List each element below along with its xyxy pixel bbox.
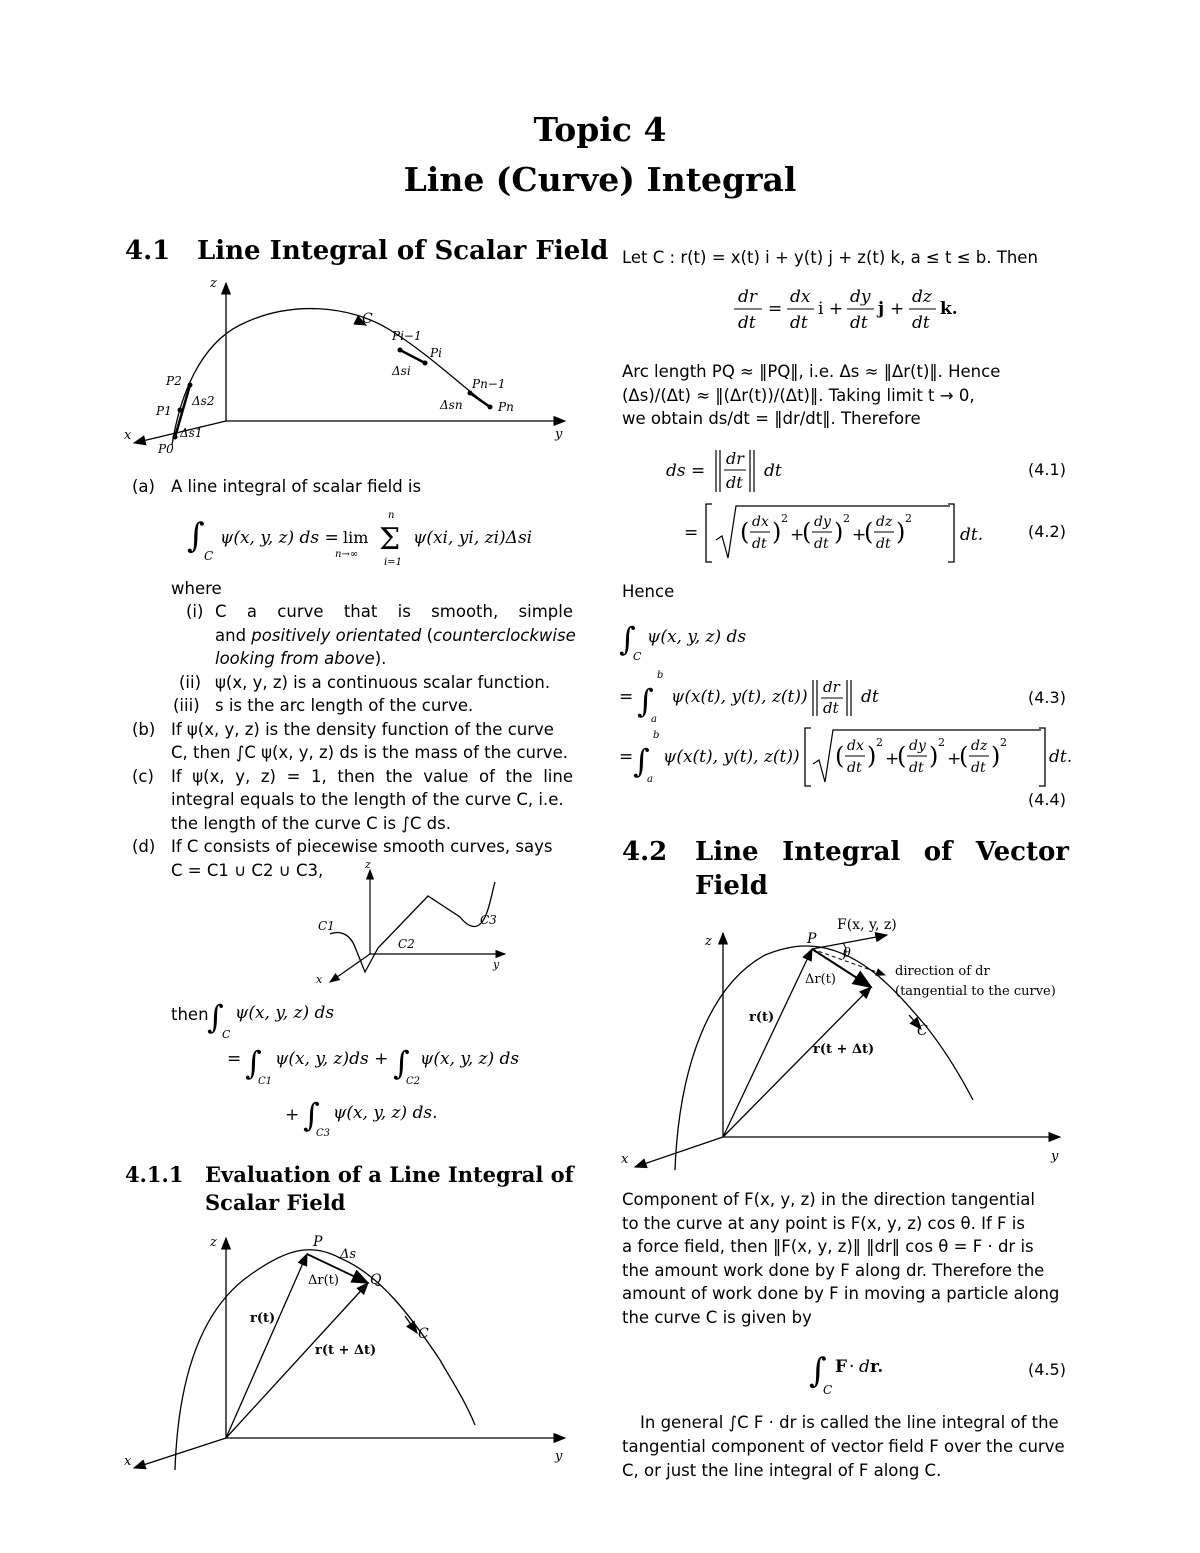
curve-label-c1: C1	[318, 919, 335, 933]
label-pi-1: Pi−1	[392, 329, 422, 343]
svg-text:): )	[991, 742, 1001, 770]
equation-line-integral-definition	[185, 505, 585, 570]
section-title-4-2: Line Integral of Vector	[695, 837, 1069, 867]
svg-text:∫: ∫	[809, 1351, 827, 1391]
svg-text:+: +	[885, 749, 900, 769]
then-label: then	[171, 1005, 209, 1024]
label-p0: P0	[158, 442, 174, 456]
label-r-t-dt: r(t + Δt)	[813, 1042, 875, 1057]
axis-label-z: z	[365, 862, 371, 871]
subsection-title-4-1-1: Evaluation of a Line Integral of	[205, 1162, 574, 1187]
point-pi-1	[398, 348, 403, 353]
where-label: where	[171, 579, 222, 598]
item-c-label: (c)	[132, 767, 154, 786]
svg-text:2: 2	[781, 512, 788, 525]
label-pn: Pn	[498, 400, 514, 414]
svg-text:dz: dz	[912, 287, 932, 307]
item-c-text1: If ψ(x, y, z) = 1, then the value of the line	[171, 767, 573, 786]
component-line4: the amount work done by F along dr. Therefore the	[622, 1261, 1045, 1280]
label-delta-s1: Δs1	[180, 426, 203, 440]
figure-piecewise-curve	[310, 862, 520, 987]
label-delta-r: Δr(t)	[308, 1273, 339, 1288]
svg-text:·: ·	[849, 1357, 855, 1377]
svg-text:∫: ∫	[187, 516, 205, 556]
svg-text:ψ(x, y, z) ds =: ψ(x, y, z) ds =	[220, 528, 339, 548]
equation-number-4-3: (4.3)	[1028, 688, 1066, 707]
svg-text:dt: dt	[847, 760, 862, 776]
section-number-4-2: 4.2	[622, 837, 668, 867]
point-p1	[178, 408, 183, 413]
arc-length-line1: Arc length PQ ≈ ‖PQ‖, i.e. Δs ≈ ‖Δr(t)‖. Hence	[622, 362, 1001, 381]
component-line3: a force field, then ‖F(x, y, z)‖ ‖dr‖ cos θ = F · dr is	[622, 1237, 1034, 1256]
svg-text:=: =	[619, 687, 634, 707]
vector-r-t	[226, 1254, 307, 1438]
svg-text:): )	[929, 742, 939, 770]
curve-label-c: C	[418, 1326, 429, 1342]
svg-text:dr: dr	[738, 287, 758, 307]
axis-label-x: x	[124, 428, 132, 443]
svg-text:C: C	[633, 650, 642, 663]
curve-label-c2: C2	[398, 937, 415, 951]
svg-text:r.: r.	[870, 1357, 884, 1377]
svg-text:k.: k.	[940, 299, 958, 319]
svg-text:n: n	[388, 510, 395, 521]
chord-segment	[470, 393, 490, 407]
svg-text:ψ(x, y, z) ds: ψ(x, y, z) ds	[235, 1003, 335, 1023]
svg-text:dx: dx	[847, 738, 864, 754]
label-delta-si: Δsi	[392, 364, 411, 378]
svg-text:∫: ∫	[637, 682, 654, 720]
svg-text:dt: dt	[876, 536, 891, 552]
item-c-text3: the length of the curve C is ∫C ds.	[171, 814, 451, 833]
svg-text:=: =	[619, 747, 634, 767]
label-direction-of-dr: direction of dr	[895, 964, 990, 979]
axis-label-z: z	[210, 276, 217, 291]
svg-text:dy: dy	[909, 738, 926, 754]
figure-partitioned-curve	[120, 275, 580, 465]
svg-text:dt: dt	[823, 699, 839, 717]
point-label-q: Q	[370, 1272, 382, 1288]
label-pn-1: Pn−1	[472, 377, 506, 391]
svg-text:dr: dr	[823, 678, 840, 696]
svg-text:dt: dt	[752, 536, 767, 552]
label-p2: P2	[166, 374, 182, 388]
item-i-label: (i)	[186, 602, 204, 621]
equation-ds	[660, 440, 1000, 570]
svg-text:C3: C3	[316, 1128, 331, 1139]
point-label-p: P	[807, 931, 817, 947]
label-pi: Pi	[430, 346, 442, 360]
curve-label-c: C	[917, 1023, 928, 1039]
svg-text:): )	[772, 518, 782, 546]
component-line1: Component of F(x, y, z) in the direction tangential	[622, 1190, 1035, 1209]
item-b-text2: C, then ∫C ψ(x, y, z) ds is the mass of the curve.	[171, 743, 568, 762]
axis-label-z: z	[705, 934, 712, 949]
svg-text:dt: dt	[912, 313, 930, 333]
svg-text:dt: dt	[850, 313, 868, 333]
item-b-label: (b)	[132, 720, 156, 739]
svg-text:C: C	[823, 1383, 833, 1397]
figure-vector-field-line-integral	[615, 905, 1085, 1175]
point-pn-1	[468, 391, 473, 396]
item-a-label: (a)	[132, 477, 155, 496]
curve-label-c3: C3	[480, 913, 497, 927]
equation-dr-dt	[730, 280, 990, 340]
svg-text:∫: ∫	[207, 998, 224, 1036]
label-r-t: r(t)	[250, 1311, 276, 1326]
label-delta-s: Δs	[340, 1247, 357, 1262]
svg-text:∫: ∫	[303, 1096, 320, 1134]
svg-text:C1: C1	[258, 1076, 273, 1087]
equation-number-4-4: (4.4)	[1028, 790, 1066, 809]
axis-label-x: x	[621, 1152, 629, 1167]
item-i-text3: looking from above).	[215, 649, 387, 668]
svg-text:dy: dy	[814, 514, 831, 530]
curve-c	[172, 309, 490, 445]
svg-text:+: +	[790, 525, 805, 545]
label-r-t: r(t)	[749, 1010, 775, 1025]
arc-length-line2: (Δs)/(Δt) ≈ ‖(Δr(t))/(Δt)‖. Taking limit t → 0,	[622, 386, 975, 405]
svg-text:∫: ∫	[393, 1044, 410, 1082]
axis-label-y: y	[493, 958, 500, 971]
svg-text:2: 2	[876, 736, 883, 749]
axis-label-x: x	[124, 1454, 132, 1469]
equation-number-4-1: (4.1)	[1028, 460, 1066, 479]
svg-text:j: j	[878, 299, 885, 319]
svg-text:∫: ∫	[245, 1044, 262, 1082]
general-line3: C, or just the line integral of F along C.	[622, 1461, 942, 1480]
svg-text:C: C	[204, 549, 214, 563]
svg-text:ψ(x, y, z)ds +: ψ(x, y, z)ds +	[275, 1049, 389, 1069]
svg-text:dy: dy	[850, 287, 871, 307]
svg-text:dt: dt	[738, 313, 756, 333]
point-pn	[488, 405, 493, 410]
section-title-4-2-cont: Field	[695, 871, 768, 901]
svg-text:dx: dx	[790, 287, 811, 307]
svg-text:ψ(x(t), y(t), z(t)): ψ(x(t), y(t), z(t))	[671, 687, 808, 707]
svg-text:dt: dt	[909, 760, 924, 776]
svg-text:d: d	[859, 1357, 870, 1377]
component-line6: the curve C is given by	[622, 1308, 812, 1327]
axis-label-y: y	[1051, 1149, 1059, 1164]
page-title-topic: Topic 4	[533, 110, 667, 149]
svg-text:+: +	[947, 749, 962, 769]
axis-label-y: y	[555, 427, 563, 442]
svg-text:dz: dz	[971, 738, 988, 754]
svg-text:(: (	[740, 518, 750, 546]
label-delta-sn: Δsn	[440, 398, 463, 412]
equation-number-4-2: (4.2)	[1028, 522, 1066, 541]
svg-text:C: C	[222, 1028, 231, 1041]
svg-text:): )	[834, 518, 844, 546]
svg-text:a: a	[651, 714, 657, 725]
label-f-xyz: F(x, y, z)	[837, 917, 897, 933]
axis-label-x: x	[316, 973, 323, 986]
item-c-text2: integral equals to the length of the curve C, i.e.	[171, 790, 564, 809]
svg-text:ψ(x, y, z) ds: ψ(x, y, z) ds	[647, 627, 747, 647]
svg-text:(: (	[835, 742, 845, 770]
equation-number-4-5: (4.5)	[1028, 1360, 1066, 1379]
svg-text:(: (	[864, 518, 874, 546]
vector-r-t-dt	[226, 1283, 368, 1438]
svg-text:=: =	[684, 523, 699, 543]
svg-text:+: +	[890, 299, 905, 319]
arc-length-line3: we obtain ds/dt = ‖dr/dt‖. Therefore	[622, 409, 921, 428]
section-number-4-1: 4.1	[125, 236, 171, 266]
svg-text:2: 2	[843, 512, 850, 525]
svg-text:n→∞: n→∞	[335, 549, 359, 560]
svg-text:): )	[896, 518, 906, 546]
point-pi	[423, 361, 428, 366]
svg-text:dx: dx	[752, 514, 769, 530]
svg-text:(: (	[802, 518, 812, 546]
item-ii-label: (ii)	[179, 673, 202, 692]
page-title-main: Line (Curve) Integral	[403, 160, 797, 199]
item-i-text: C a curve that is smooth, simple	[215, 602, 573, 621]
curve-label-c: C	[362, 311, 373, 327]
svg-text:lim: lim	[343, 528, 369, 547]
svg-text:i=1: i=1	[384, 557, 402, 568]
equation-work-integral	[805, 1340, 915, 1400]
axis-label-z: z	[210, 1235, 217, 1250]
item-d-label: (d)	[132, 837, 156, 856]
general-line2: tangential component of vector field F over the curve	[622, 1437, 1065, 1456]
svg-text:dt: dt	[814, 536, 829, 552]
x-axis	[635, 1137, 723, 1167]
component-line2: to the curve at any point is F(x, y, z) cos θ. If F is	[622, 1214, 1025, 1233]
item-i-text2: and positively orientated (counterclockwise	[215, 626, 576, 645]
svg-text:dt: dt	[790, 313, 808, 333]
param-curve-def: Let C : r(t) = x(t) i + y(t) j + z(t) k, a ≤ t ≤ b. Then	[622, 248, 1038, 267]
svg-text:dt.: dt.	[960, 525, 984, 545]
svg-text:(: (	[897, 742, 907, 770]
svg-text:dz: dz	[876, 514, 893, 530]
svg-text:+: +	[285, 1105, 300, 1125]
svg-text:ψ(x, y, z) ds.: ψ(x, y, z) ds.	[333, 1103, 438, 1123]
svg-text:=: =	[227, 1049, 242, 1069]
curve-c1	[330, 933, 378, 972]
svg-text:b: b	[657, 670, 664, 681]
svg-text:ψ(x, y, z) ds: ψ(x, y, z) ds	[420, 1049, 520, 1069]
curve-c2-c3	[378, 882, 495, 948]
point-p2	[188, 383, 193, 388]
label-delta-r: Δr(t)	[805, 972, 836, 987]
svg-text:dt: dt	[764, 461, 782, 481]
svg-text:2: 2	[1000, 736, 1007, 749]
item-a-text: A line integral of scalar field is	[171, 477, 422, 496]
svg-text:ψ(x(t), y(t), z(t)): ψ(x(t), y(t), z(t))	[663, 747, 800, 767]
label-tangential: (tangential to the curve)	[895, 984, 1056, 999]
svg-text:2: 2	[905, 512, 912, 525]
svg-text:dr: dr	[726, 449, 744, 468]
svg-text:dt: dt	[971, 760, 986, 776]
svg-text:∫: ∫	[633, 742, 650, 780]
component-line5: amount of work done by F in moving a particle along	[622, 1284, 1060, 1303]
label-delta-s2: Δs2	[192, 394, 215, 408]
svg-text:=: =	[768, 299, 783, 319]
svg-text:ψ(xi, yi, zi)Δsi: ψ(xi, yi, zi)Δsi	[413, 528, 533, 548]
label-theta: θ	[843, 946, 851, 961]
vector-r-t-dt	[723, 987, 871, 1137]
label-r-t-dt: r(t + Δt)	[315, 1343, 377, 1358]
svg-text:dt.: dt.	[1049, 747, 1073, 767]
point-p0	[173, 435, 178, 440]
item-b-text1: If ψ(x, y, z) is the density function of the curve	[171, 720, 554, 739]
item-d-text2: C = C1 ∪ C2 ∪ C3,	[171, 861, 324, 880]
x-axis	[134, 1438, 226, 1468]
item-iii-label: (iii)	[173, 696, 200, 715]
point-label-p: P	[313, 1234, 323, 1250]
general-line1: In general ∫C F · dr is called the line integral of the	[640, 1413, 1059, 1432]
subsection-number-4-1-1: 4.1.1	[125, 1162, 184, 1187]
svg-text:dt: dt	[726, 473, 743, 492]
svg-text:a: a	[647, 774, 653, 785]
axis-label-y: y	[555, 1449, 563, 1464]
svg-text:b: b	[653, 730, 660, 741]
svg-text:Σ: Σ	[379, 522, 401, 557]
item-ii-text: ψ(x, y, z) is a continuous scalar function.	[215, 673, 551, 692]
svg-text:): )	[867, 742, 877, 770]
svg-text:F: F	[835, 1357, 848, 1377]
svg-text:dt: dt	[861, 687, 879, 707]
svg-text:2: 2	[938, 736, 945, 749]
equation-piecewise-sum	[205, 990, 585, 1145]
svg-text:+: +	[852, 525, 867, 545]
figure-position-vectors	[120, 1230, 580, 1475]
item-iii-text: s is the arc length of the curve.	[215, 696, 474, 715]
section-title-4-1: Line Integral of Scalar Field	[197, 236, 609, 266]
hence-label: Hence	[622, 582, 675, 601]
svg-text:i +: i +	[818, 299, 844, 319]
label-p1: P1	[156, 404, 172, 418]
svg-text:(: (	[959, 742, 969, 770]
svg-text:C2: C2	[406, 1076, 421, 1087]
subsection-title-4-1-1-cont: Scalar Field	[205, 1190, 346, 1215]
item-d-text1: If C consists of piecewise smooth curves, says	[171, 837, 553, 856]
svg-text:ds =: ds =	[666, 461, 706, 481]
equation-evaluation	[615, 610, 1075, 790]
svg-text:∫: ∫	[619, 620, 636, 658]
